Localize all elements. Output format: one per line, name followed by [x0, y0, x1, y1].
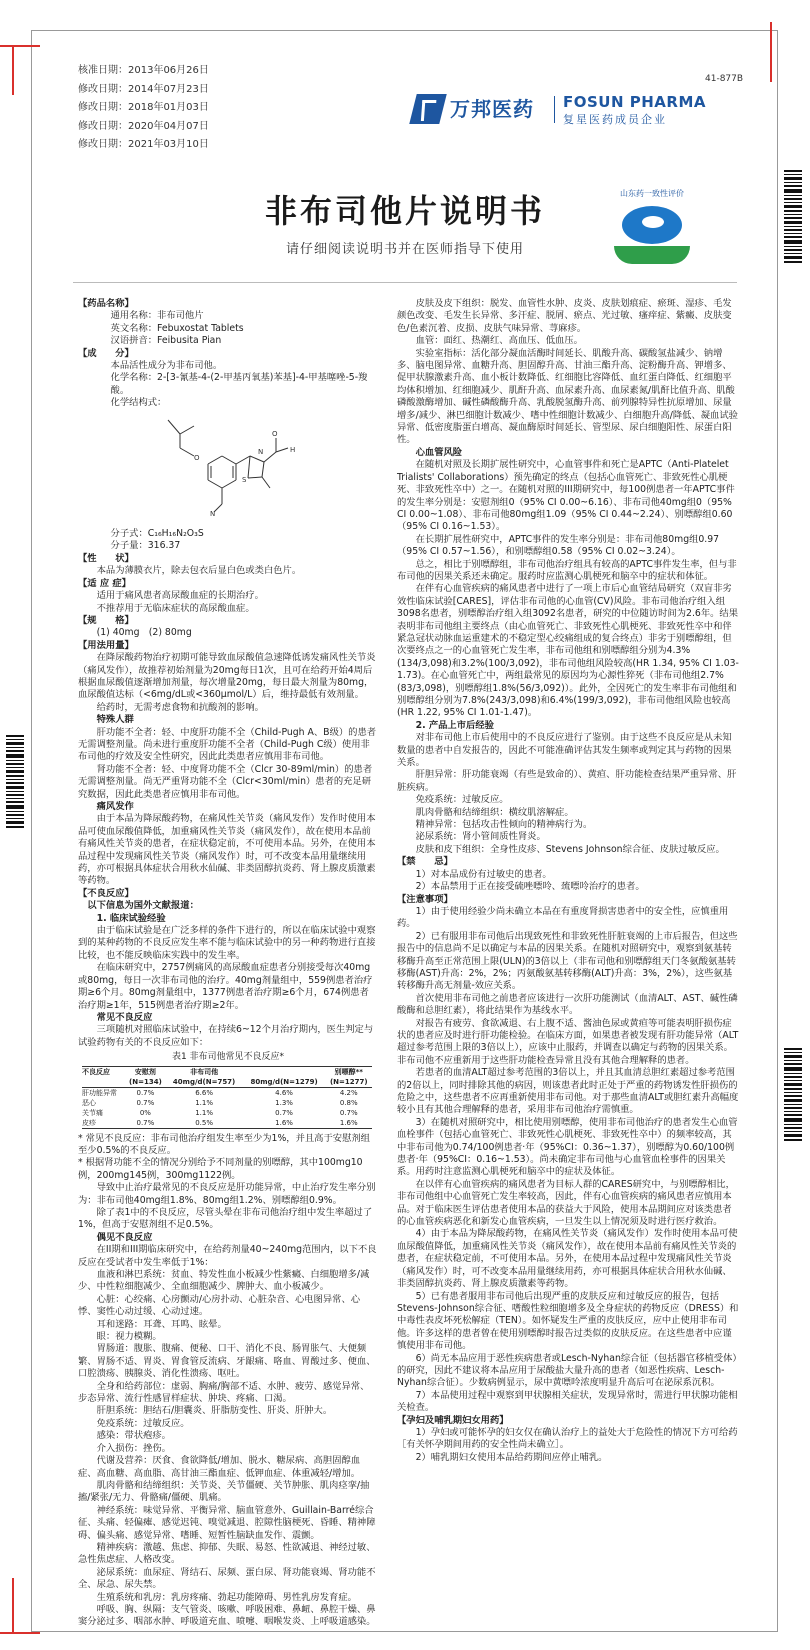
consistency-evaluation-badge — [608, 188, 696, 274]
section-heading: 【性 状】 — [78, 552, 134, 564]
paragraph: 生殖系统和乳房：乳房疼痛、勃起功能障碍、男性乳房发育症。 — [96, 1591, 357, 1603]
section-heading: 【孕妇及哺乳期妇女用药】 — [397, 1414, 509, 1426]
table-header-cell: 别嘌醇** — [326, 1066, 372, 1077]
adverse-reaction-table-block — [78, 1051, 378, 1128]
crop-mark-top — [0, 45, 40, 47]
table-header-cell — [243, 1066, 326, 1077]
paragraph: 化学结构式： — [110, 397, 167, 409]
paragraph: 呼吸、胸、纵隔：支气管炎、咳嗽、呼吸困难、鼻衄、鼻腔干燥、鼻窦分泌过多、咽部水肿、呼吸道充血、喷嚏、咽喉发炎、上呼吸道感染。 — [78, 1603, 376, 1628]
paragraph: 眼：视力模糊。 — [96, 1331, 162, 1343]
paragraph: 全身和给药部位：虚弱、胸痛/胸部不适、水肿、疲劳、感觉异常、步态异常、流行性感冒样症状、肿块、疼痛、口渴。 — [78, 1380, 370, 1405]
adverse-reaction-table — [82, 1066, 372, 1129]
paragraph: 分子式：C₁₆H₁₆N₂O₃S — [110, 528, 204, 540]
table-cell: 0% — [139, 1108, 151, 1117]
svg-text:N: N — [210, 509, 216, 518]
crop-mark-left-vertical — [12, 45, 14, 95]
company-logo — [413, 90, 713, 130]
approval-date: 核准日期：2013年06月26日 — [78, 65, 209, 76]
paragraph: 首次使用非布司他之前患者应该进行一次肝功能测试（血清ALT、AST、碱性磷酸酶和总胆红素），将此结果作为基线水平。 — [397, 992, 738, 1017]
section-heading: 【用法用量】 — [78, 639, 134, 651]
paragraph: 除了表1中的不良反应，尽管头晕在非布司他治疗组中发生率超过了1%，但高于安慰剂组不足0.5%。 — [78, 1206, 373, 1231]
table-subheader-cell — [82, 1077, 125, 1088]
paragraph: 皮肤和皮下组织：全身性皮疹、Stevens Johnson综合征、皮肤过敏反应。 — [415, 843, 725, 855]
table-header-cell: 安慰剂 — [125, 1066, 165, 1077]
table-row — [82, 1108, 372, 1118]
paragraph: 以下信息为国外文献报道： — [78, 900, 199, 912]
paragraph: 7）本品使用过程中观察到甲状腺相关症状，发现异常时，需进行甲状腺功能相关检查。 — [397, 1389, 738, 1414]
document-code: 41-877B — [705, 74, 744, 84]
wanbang-logo-icon — [409, 94, 446, 124]
paragraph: 导致中止治疗最常见的不良反应是肝功能异常，中止治疗发生率分别为：非布司他40mg组1.8%、80mg组1.2%、别嘌醇组0.9%。 — [78, 1182, 376, 1206]
paragraph: * 常见不良反应：非布司他治疗组发生率至少为1%，并且高于安慰剂组至少0.5%的不良反应。 — [78, 1132, 370, 1156]
paragraph: 在随机对照及长期扩展性研究中，心血管事件和死亡是APTC（Anti-Platelet Trialists' Collaborations）预先确定的终点（包括心血管死亡、非致死性心肌梗死、非致死性卒中）之一。在随机对照的III期研究中，每100例患者一年APTC事件的发生率分别是：安慰剂组0（95% CI 0.00~6.16）、非布司他40mg组0（95% CI 0.00~1.08）、非布司他80mg组1.09（95% CI 0.44~2.24）、别嘌醇组0.60（95% CI 0.16~1.53）。 — [397, 459, 735, 533]
paragraph: 汉语拼音：Feibusita Pian — [110, 335, 222, 347]
logo-chinese-name: 万邦医药 — [450, 97, 534, 121]
paragraph: 在降尿酸药物治疗初期可能导致血尿酸值急速降低诱发痛风性关节炎（痛风发作），故推荐初始剂量为20mg每日1次，且可在给药开始4周后根据血尿酸值逐渐增加剂量，每次增量20mg，每日最大剂量为80mg，血尿酸值达标（<6mg/dL或<360μmol/L）后，维持最低有效剂量。 — [78, 652, 376, 701]
paragraph: 泌尿系统：血尿症、肾结石、尿频、蛋白尿、肾功能衰竭、肾功能不全、尿急、尿失禁。 — [78, 1566, 376, 1591]
table-cell: 恶心 — [82, 1098, 96, 1107]
paragraph: 介入损伤：挫伤。 — [96, 1442, 171, 1454]
crop-mark-bottom — [0, 1632, 40, 1634]
paragraph: 5）已有患者服用非布司他后出现严重的皮肤反应和过敏反应的报告，包括Stevens-Johnson综合征、嗜酸性粒细胞增多及全身症状的药物反应（DRESS）和中毒性表皮坏死松解症（TEN）。如怀疑发生严重的皮肤反应，应中止使用非布司他。许多这样的患者曾在使用别嘌醇时报告过类似的皮肤反应。在这些患者中应谨慎使用非布司他。 — [397, 1290, 739, 1352]
table-header-cell: 非布司他 — [166, 1066, 243, 1077]
table-cell: 1.6% — [326, 1118, 372, 1129]
table-row — [82, 1087, 372, 1098]
paragraph: 血管：面红、热潮红、高血压、低血压。 — [415, 335, 583, 347]
paragraph: 不推荐用于无临床症状的高尿酸血症。 — [96, 602, 255, 614]
badge-globe-icon — [622, 206, 682, 244]
paragraph: 适用于痛风患者高尿酸血症的长期治疗。 — [96, 590, 264, 602]
paragraph: 由于本品为降尿酸药物，在痛风性关节炎（痛风发作）发作时使用本品可使血尿酸值降低，加重痛风性关节炎（痛风发作），故在使用本品前有痛风性关节炎的患者，在症状稳定前，不可使用本品。另外，在使用本品过程中发现痛风性关节炎（痛风发作）时，可不改变本品用量继续用药，亦可根据具体症状合用秋水仙碱、非类固醇抗炎药、肾上腺皮质激素等药物。 — [78, 813, 376, 887]
paragraph: 精神异常：包括攻击性倾向的精神病行为。 — [415, 819, 593, 831]
table-cell: 0.8% — [339, 1098, 358, 1107]
section-heading: 【注意事项】 — [397, 893, 453, 905]
table-row — [82, 1098, 372, 1108]
section-heading: 【适 应 症】 — [78, 577, 131, 589]
paragraph: 心血管风险 — [415, 446, 463, 458]
logo-divider — [554, 96, 555, 123]
paragraph: 免疫系统：过敏反应。 — [415, 794, 509, 806]
logo-english-name: FOSUN PHARMA — [563, 93, 706, 111]
svg-text:N: N — [258, 447, 264, 456]
table-cell: 0.7% — [125, 1118, 165, 1129]
paragraph: 胃肠道：腹胀、腹痛、便秘、口干、消化不良、肠胃胀气、大便频繁、胃肠不适、胃炎、胃食管反流病、牙龈痛、咯血、胃酸过多、便血、口腔溃疡、胰腺炎、消化性溃疡、呕吐。 — [78, 1343, 376, 1380]
table-header-cell: 不良反应 — [82, 1066, 125, 1077]
right-text-column — [397, 298, 740, 1464]
paragraph: 实验室指标：活化部分凝血活酶时间延长、肌酸升高、碳酸氢盐减少、钠增多、脑电图异常、血糖升高、胆固醇升高、甘油三酯升高、淀粉酶升高、钾增多、促甲状腺激素升高、血小板计数降低、红细胞比容降低、血红蛋白降低、红细胞平均体积增加、红细胞减少、肌酐升高、血尿素升高、血尿素氮/肌酐比值升高、肌酸磷酸激酶增加、碱性磷酸酶升高、乳酸脱氢酶升高、前列腺特异性抗原增加、尿量增多/减少、淋巴细胞计数减少、嗜中性细胞计数减少、白细胞升高/降低、凝血试验异常、低密度脂蛋白增高、凝血酶原时间延长、管型尿、尿白细胞阳性、尿蛋白阳性。 — [397, 347, 738, 446]
revision-date: 修改日期：2020年04月07日 — [78, 120, 209, 132]
paragraph: 肝功能不全者：轻、中度肝功能不全（Child-Pugh A、B级）的患者无需调整剂量。尚未进行重度肝功能不全者（Child-Pugh C级）使用非布司他的疗效及安全性研究，因此此类患者应慎用非布司他。 — [78, 726, 377, 763]
paragraph: 1. 临床试验经验 — [96, 912, 166, 924]
paragraph: 感染：带状疱疹。 — [96, 1430, 171, 1442]
paragraph: 3）在随机对照研究中，相比使用别嘌醇，使用非布司他治疗的患者发生心血管血栓事件（包括心血管死亡、非致死性心肌梗死、非致死性卒中）的频率较高，其中非布司他为0.74/100例患者·年（95%CI：0.36~1.37），别嘌醇为0.60/100例患者·年（95%CI：0.16~1.53）。尚未确定非布司他与心血管血栓事件的因果关系。用药时注意监测心肌梗死和脑卒中的症状及体征。 — [397, 1116, 738, 1178]
svg-text:O: O — [194, 453, 200, 462]
paragraph: 三项随机对照临床试验中，在持续6~12个月治疗期内，医生判定与试验药物有关的不良反应如下： — [78, 1024, 374, 1048]
paragraph: 在以伴有心血管疾病的痛风患者为目标人群的CARES研究中，与别嘌醇相比，非布司他组中心血管死亡发生率较高，因此，伴有心血管疾病的痛风患者应慎用本品。对于临床医生评估患者使用本品的获益大于风险，使用本品期间应对该类患者的心血管疾病恶化和新发心血管疾病，一旦发生以上情况须及时进行医疗救治。 — [397, 1178, 735, 1228]
table-cell: 4.6% — [275, 1088, 293, 1097]
table-subheader-cell: 80mg/d(N=1279) — [243, 1077, 326, 1088]
revision-date: 修改日期：2014年07月23日 — [78, 83, 209, 95]
paragraph: 痛风发作 — [96, 801, 134, 812]
table-cell: 0.5% — [166, 1118, 243, 1129]
paragraph: 4）由于本品为降尿酸药物，在痛风性关节炎（痛风发作）发作时使用本品可使血尿酸值降低，加重痛风性关节炎（痛风发作），故在使用本品前有痛风性关节炎的患者，在症状稳定前，不可使用本品。另外，在使用本品过程中发现痛风性关节炎（痛风发作）时，可不改变本品用量继续用药，亦可根据具体症状合用秋水仙碱、非类固醇抗炎药、肾上腺皮质激素等药物。 — [397, 1228, 738, 1290]
paragraph: 2）哺乳期妇女使用本品给药期间应停止哺乳。 — [415, 1451, 608, 1463]
table-subheader-cell: (N=1277) — [326, 1077, 372, 1088]
section-heading: 【禁 忌】 — [397, 856, 453, 868]
paragraph: 本品为薄膜衣片，除去包衣后显白色或类白色片。 — [96, 565, 302, 577]
table-cell: 6.6% — [195, 1088, 213, 1097]
table-cell: 0.7% — [136, 1098, 155, 1107]
paragraph: 6）尚无本品应用于恶性疾病患者或Lesch-Nyhan综合征（包括器官移植受体）的研究，因此不建议将本品应用于尿酸盐大量升高的患者（如恶性疾病、Lesch-Nyhan综合征）。少数病例显示，尿中黄嘌呤浓度明显升高后可在泌尿系沉积。 — [397, 1352, 738, 1389]
svg-text:H: H — [290, 445, 296, 454]
chemical-structure-diagram — [138, 412, 338, 522]
table-cell: 1.1% — [195, 1098, 213, 1107]
paragraph: 神经系统：味觉异常、平衡异常、脑血管意外、Guillain-Barré综合征、头痛、轻偏瘫、感觉迟钝、嗅觉减退、腔隙性脑梗死、昏睡、精神障碍、偏头痛、感觉异常、嗜睡、短暂性脑缺血发作、震颤。 — [78, 1504, 376, 1541]
paragraph: 化学名称：2-[3-氰基-4-(2-甲基丙氧基)苯基]-4-甲基噻唑-5-羧酸。 — [110, 372, 368, 396]
paragraph: 1）由于使用经验少尚未确立本品在有重度肾损害患者中的安全性，应慎重用药。 — [397, 905, 729, 930]
barcode-left — [6, 735, 24, 830]
revision-date: 修改日期：2021年03月10日 — [78, 139, 209, 150]
paragraph: 在长期扩展性研究中，APTC事件的发生率分别是：非布司他80mg组0.97（95% CI 0.57~1.56），和别嘌醇组0.58（95% CI 0.02~3.24）。 — [397, 533, 720, 558]
paragraph: 肌肉骨骼和结缔组织：关节炎、关节僵硬、关节肿胀、肌肉痉挛/抽搐/紧张/无力、骨骼痛/僵硬、肌痛。 — [78, 1479, 370, 1504]
table-cell: 0.7% — [339, 1108, 358, 1117]
table-cell: 关节痛 — [82, 1108, 103, 1117]
paragraph: 在伴有心血管疾病的痛风患者中进行了一项上市后心血管结局研究（双盲非劣效性临床试验[CARES]，评估非布司他的心血管(CV)风险。非布司他治疗组入组3098名患者，别嘌醇治疗组入组3092名患者，研究的中位随访时间为2.6年。结果表明非布司他组主要终点（由心血管死亡、非致死性心肌梗死、非致死性卒中和伴紧急冠状动脉血运重建术的不稳定型心绞痛组成的复合终点）非劣于别嘌醇组，但次要终点之一的心血管死亡发生率，非布司他组和别嘌醇组分别为4.3%(134/3,098)和3.2%(100/3,092)，非布司他组风险较高(HR 1.34, 95% CI 1.03-1.73)。在心血管死亡中，两组最常见的原因均为心源性猝死（非布司他组2.7%(83/3,098)，别嘌醇组1.8%(56/3,092)）。此外，全因死亡的发生率非布司他组和别嘌醇组分别为7.8%(243/3,098)和6.4%(199/3,092)，非布司他组风险也较高(HR 1.22, 95% CI 1.01-1.47)。 — [397, 583, 739, 719]
header-divider — [73, 282, 737, 283]
paragraph: 耳和迷路：耳聋、耳鸣、眩晕。 — [96, 1318, 227, 1330]
paragraph: 常见不良反应 — [96, 1011, 153, 1023]
paragraph: 肾功能不全者：轻、中度肾功能不全（Clcr 30-89ml/min）的患者无需调整剂量。尚无严重肾功能不全（Clcr<30ml/min）患者的充足研究数据，因此此类患者应慎用非布司他。 — [78, 763, 373, 800]
table-cell: 1.1% — [195, 1108, 213, 1117]
section-heading: 【规 格】 — [78, 614, 134, 626]
paragraph: 肌肉骨骼和结缔组织：横纹肌溶解症。 — [415, 806, 574, 818]
paragraph: 本品活性成分为非布司他。 — [110, 360, 223, 372]
paragraph: 精神疾病：激越、焦虑、抑郁、失眠、易怒、性欲减退、神经过敏、急性焦虑症、人格改变。 — [78, 1541, 376, 1566]
paragraph: * 根据肾功能不全的情况分别给予不同剂量的别嘌醇，其中100mg10例，200mg145例，300mg1122例。 — [78, 1157, 363, 1181]
paragraph: 对报告有疲劳、食欲减退、右上腹不适、酱油色尿或黄疸等可能表明肝损伤症状的患者应及时进行肝功能检验。在临床方面，如果患者被发现有肝功能异常（ALT超过参考范围上限的3倍以上），应该中止服药，并调查以确定与药物的因果关系。非布司他不应重新用于这些肝功能检查异常且没有其他合理解释的患者。 — [397, 1017, 739, 1066]
table-cell: 0.7% — [275, 1108, 293, 1117]
crop-mark-left-lower — [12, 1578, 14, 1633]
paragraph: 分子量：316.37 — [110, 540, 181, 552]
table-title: 表1 非布司他常见不良反应* — [171, 1052, 285, 1063]
paragraph: 肝胆系统：胆结石/胆囊炎、肝脂肪变性、肝炎、肝肿大。 — [96, 1405, 333, 1417]
paragraph: 给药时，无需考虑食物和抗酸剂的影响。 — [96, 701, 264, 713]
svg-text:O: O — [272, 429, 278, 438]
table-cell: 0.7% — [136, 1088, 155, 1097]
crop-mark-right — [770, 22, 772, 82]
paragraph: 皮肤及皮下组织：脱发、血管性水肿、皮炎、皮肤划痕症、瘀斑、湿疹、毛发颜色改变、毛发生长异常、多汗症、脱屑、瘀点、光过敏、瘙痒症、紫癜、皮肤变色/色素沉着、皮损、皮肤气味异常、荨麻疹。 — [397, 298, 732, 334]
paragraph: 对非布司他上市后使用中的不良反应进行了鉴别。由于这些不良反应是从未知数量的患者中自发报告的，因此不可能准确评估其发生频率或判定其与药物的因果关系。 — [397, 732, 732, 769]
document-title: 非布司他片说明书 — [264, 192, 545, 230]
table-cell: 4.2% — [339, 1088, 358, 1097]
svg-text:S: S — [242, 475, 247, 484]
table-cell: 皮疹 — [82, 1118, 125, 1129]
paragraph: 由于临床试验是在广泛多样的条件下进行的，所以在临床试验中观察到的某种药物的不良反应发生率不能与临床试验中的另一种药物进行直接比较，也不能反映临床实践中的发生率。 — [78, 925, 376, 961]
paragraph: 在临床研究中，2757例痛风的高尿酸血症患者分别接受每次40mg或80mg，每日一次非布司他的治疗。40mg剂量组中，559例患者治疗期≥6个月。80mg剂量组中，1377例患者治疗期≥6个月，674例患者治疗期≥1年，515例患者治疗期≥2年。 — [78, 962, 373, 1011]
table-cell: 肝功能异常 — [82, 1088, 117, 1097]
revision-date: 修改日期：2018年01月03日 — [78, 102, 209, 113]
paragraph: 偶见不良反应 — [96, 1231, 153, 1243]
table-subheader-cell: 40mg/d(N=757) — [166, 1077, 243, 1088]
paragraph: 总之，相比于别嘌醇组，非布司他治疗组具有较高的APTC事件发生率，但与非布司他的因果关系还未确定。服药时应监测心肌梗死和脑卒中的症状和体征。 — [397, 558, 737, 582]
revision-dates — [78, 62, 209, 155]
table-subheader-cell: (N=134) — [125, 1077, 165, 1088]
barcode-right-bottom — [784, 1048, 802, 1143]
document-subtitle: 请仔细阅读说明书并在医师指导下使用 — [285, 242, 524, 257]
table-row — [82, 1118, 372, 1129]
paragraph: 心脏：心绞痛、心房颤动/心房扑动、心脏杂音、心电图异常、心悸、窦性心动过缓、心动过速。 — [78, 1293, 361, 1318]
paragraph: 若患者的血清ALT超过参考范围的3倍以上，并且其血清总胆红素超过参考范围的2倍以上，同时排除其他的病因，则该患者此时正处于严重的药物诱发性肝损伤的危险之中，这些患者不应再重新使用非布司他。对于那些血清ALT或胆红素升高幅度较小且有其他合理解释的患者，采用非布司他治疗需慎重。 — [397, 1067, 739, 1116]
paragraph: 2. 产品上市后经验 — [415, 719, 494, 731]
paragraph: 英文名称：Febuxostat Tablets — [110, 322, 244, 334]
paragraph: 2）已有服用非布司他后出现致死性和非致死性肝脏衰竭的上市后报告，但这些报告中的信息尚不足以确定与本品的因果关系。在随机对照研究中，观察到氨基转移酶升高至正常范围上限(ULN)的3倍以上（非布司他和别嘌醇组天门冬氨酸氨基转移酶(AST)升高：2%，2%；丙氨酸氨基转移酶(ALT)升高：3%，2%），这些氨基转移酶升高无剂量-效应关系。 — [397, 930, 738, 992]
paragraph: 2）本品禁用于正在接受硫唑嘌呤、巯嘌呤治疗的患者。 — [415, 881, 645, 893]
badge-text: 山东药一致性评价 — [620, 189, 684, 198]
table-cell: 1.3% — [275, 1098, 293, 1107]
paragraph: 代谢及营养：厌食、食欲降低/增加、脱水、糖尿病、高胆固醇血症、高血糖、高血脂、高甘油三酯血症、低钾血症、体重减轻/增加。 — [78, 1455, 361, 1479]
paragraph: 1）孕妇或可能怀孕的妇女仅在确认治疗上的益处大于危险性的情况下方可给药［有关怀孕期间用药的安全性尚未确立］。 — [397, 1426, 738, 1451]
left-text-column — [78, 298, 378, 1629]
logo-subtitle: 复星医药成员企业 — [563, 113, 667, 126]
paragraph: 1）对本品成份有过敏史的患者。 — [415, 868, 552, 880]
paragraph: 血液和淋巴系统：贫血、特发性血小板减少性紫癜、白细胞增多/减少、中性粒细胞减少、全血细胞减少、脾肿大、血小板减少。 — [78, 1269, 370, 1293]
paragraph: 通用名称：非布司他片 — [110, 310, 204, 322]
paragraph: 在II期和III期临床研究中，在给药剂量40~240mg范围内，以下不良反应在受试者中发生率低于1%： — [78, 1244, 377, 1268]
section-heading: 【药品名称】 — [78, 298, 134, 309]
table-cell: 1.6% — [243, 1118, 326, 1129]
paragraph: 特殊人群 — [96, 714, 134, 726]
badge-wave-icon — [614, 246, 690, 264]
paragraph: 免疫系统：过敏反应。 — [96, 1417, 190, 1429]
section-heading: 【不良反应】 — [78, 887, 134, 899]
paragraph: (1) 40mg (2) 80mg — [96, 627, 192, 639]
section-heading: 【成 分】 — [78, 347, 134, 359]
paragraph: 泌尿系统：肾小管间质性肾炎。 — [415, 831, 546, 843]
paragraph: 肝胆异常：肝功能衰竭（有些是致命的）、黄疸、肝功能检查结果严重异常、肝脏疾病。 — [397, 769, 737, 793]
